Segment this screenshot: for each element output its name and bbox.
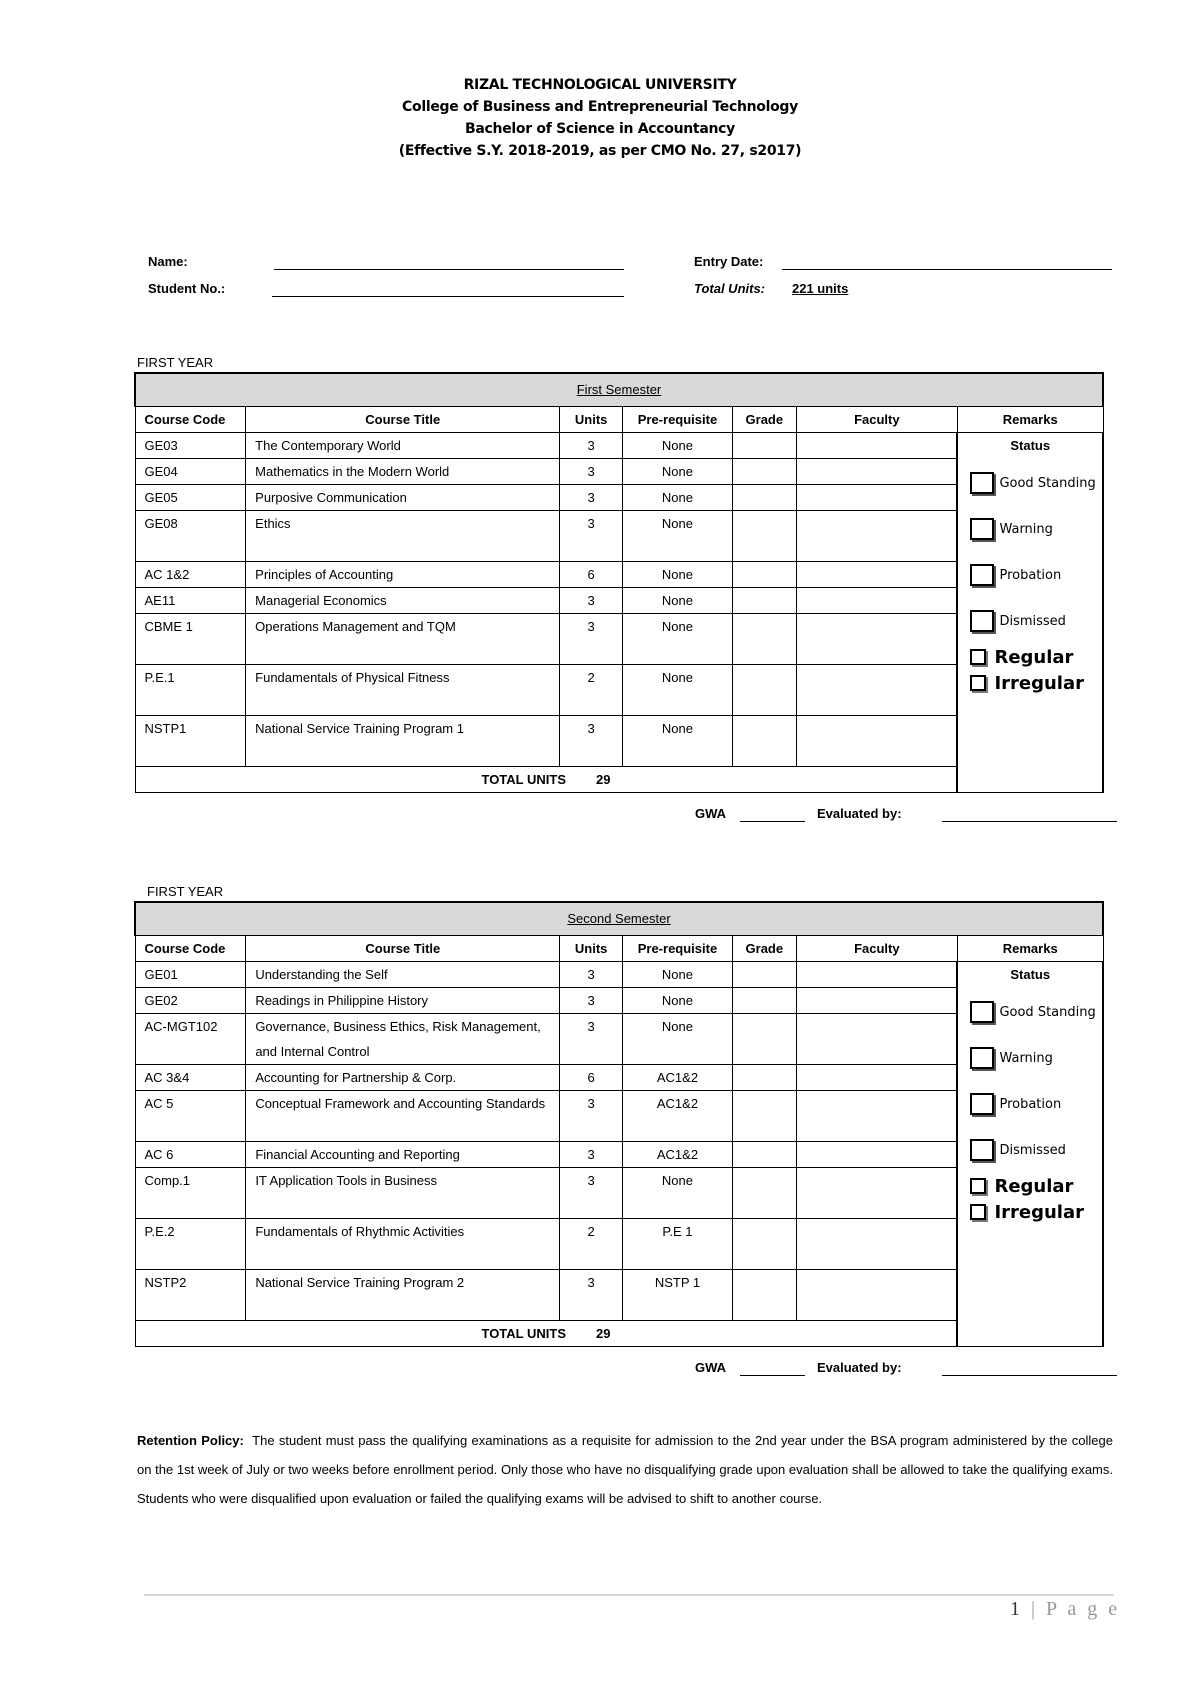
second-semester-table: [134, 901, 1104, 1347]
checkbox-icon[interactable]: [970, 675, 986, 691]
grade-cell[interactable]: [732, 1270, 796, 1321]
faculty-cell[interactable]: [796, 1091, 957, 1142]
units-header: Units: [560, 936, 623, 962]
faculty-cell[interactable]: [796, 1014, 957, 1065]
name-field[interactable]: [274, 269, 624, 270]
status-option-warning[interactable]: Warning: [970, 518, 1102, 540]
checkbox-icon[interactable]: [970, 1139, 994, 1161]
course-code: GE05: [135, 485, 246, 511]
faculty-cell[interactable]: [796, 962, 957, 988]
course-prerequisite: None: [622, 588, 732, 614]
status-option-good-standing[interactable]: Good Standing: [970, 1001, 1102, 1023]
semester-title: Second Semester: [135, 902, 1103, 936]
course-code: AC 3&4: [135, 1065, 246, 1091]
status-option-probation[interactable]: Probation: [970, 1093, 1102, 1115]
course-row: [135, 433, 1103, 459]
faculty-cell[interactable]: [796, 588, 957, 614]
first-semester-table: [134, 372, 1104, 793]
evaluated-by-field-2[interactable]: [942, 1375, 1117, 1376]
course-prerequisite: None: [622, 962, 732, 988]
name-label: Name:: [148, 254, 188, 269]
grade-header: Grade: [732, 936, 796, 962]
grade-cell[interactable]: [732, 588, 796, 614]
total-units-label: TOTAL UNITS: [481, 1326, 566, 1341]
faculty-header: Faculty: [796, 936, 957, 962]
course-code-header: Course Code: [135, 936, 246, 962]
course-title: Fundamentals of Physical Fitness: [246, 665, 560, 716]
remarks-cell: [957, 962, 1103, 1347]
retention-policy: [137, 1426, 1113, 1513]
course-title: Mathematics in the Modern World: [246, 459, 560, 485]
student-no-field[interactable]: [272, 296, 624, 297]
course-code: NSTP1: [135, 716, 246, 767]
course-code: AC 5: [135, 1091, 246, 1142]
course-code-header: Course Code: [135, 407, 246, 433]
checkbox-icon[interactable]: [970, 1001, 994, 1023]
grade-cell[interactable]: [732, 665, 796, 716]
remarks-header: Remarks: [957, 407, 1103, 433]
course-units: 3: [560, 1142, 623, 1168]
faculty-cell[interactable]: [796, 1219, 957, 1270]
course-units: 3: [560, 485, 623, 511]
semester-title: First Semester: [135, 373, 1103, 407]
faculty-header: Faculty: [796, 407, 957, 433]
status-option-probation[interactable]: Probation: [970, 564, 1102, 586]
total-units-label: TOTAL UNITS: [481, 772, 566, 787]
course-units: 2: [560, 1219, 623, 1270]
checkbox-icon[interactable]: [970, 472, 994, 494]
course-title: Readings in Philippine History: [246, 988, 560, 1014]
course-units: 3: [560, 614, 623, 665]
course-prerequisite: None: [622, 665, 732, 716]
prerequisite-header: Pre-requisite: [622, 936, 732, 962]
course-title: National Service Training Program 2: [246, 1270, 560, 1321]
grade-header: Grade: [732, 407, 796, 433]
course-units: 3: [560, 1014, 623, 1065]
course-units: 3: [560, 459, 623, 485]
course-prerequisite: None: [622, 485, 732, 511]
checkbox-icon[interactable]: [970, 518, 994, 540]
grade-cell[interactable]: [732, 485, 796, 511]
type-option-irregular[interactable]: Irregular: [970, 1199, 1102, 1225]
course-title: Conceptual Framework and Accounting Standards: [246, 1091, 560, 1142]
evaluated-by-label-2: Evaluated by:: [817, 1360, 902, 1375]
course-title: The Contemporary World: [246, 433, 560, 459]
university-name: RIZAL TECHNOLOGICAL UNIVERSITY: [463, 77, 737, 93]
retention-policy-label: Retention Policy:: [137, 1433, 244, 1448]
gwa-label-1: GWA: [695, 806, 727, 821]
course-units: 2: [560, 665, 623, 716]
gwa-label-2: GWA: [695, 1360, 727, 1375]
grade-cell[interactable]: [732, 1014, 796, 1065]
course-code: GE08: [135, 511, 246, 562]
grade-cell[interactable]: [732, 511, 796, 562]
evaluated-by-field-1[interactable]: [942, 821, 1117, 822]
course-units: 3: [560, 433, 623, 459]
retention-policy-text: The student must pass the qualifying examinations as a requisite for admission to the 2nd year under the BSA program administered by the college on the 1st week of July or two weeks before enrollment period. Only those who have no disqualifying grade upon evaluation shall be allowed to take the qualifying exams. Students who were disqualified upon evaluation or failed the qualifying exams will be advised to shift to another course.: [137, 1433, 1113, 1506]
gwa-field-2[interactable]: [740, 1375, 805, 1376]
faculty-cell[interactable]: [796, 1142, 957, 1168]
checkbox-icon[interactable]: [970, 610, 994, 632]
total-units-value: 29: [595, 1326, 611, 1341]
faculty-cell[interactable]: [796, 716, 957, 767]
course-prerequisite: NSTP 1: [622, 1270, 732, 1321]
page-number: 1 | P a g e: [1010, 1598, 1121, 1620]
course-prerequisite: None: [622, 562, 732, 588]
course-title: Understanding the Self: [246, 962, 560, 988]
grade-cell[interactable]: [732, 459, 796, 485]
course-code: AC-MGT102: [135, 1014, 246, 1065]
checkbox-icon[interactable]: [970, 649, 986, 665]
footer-divider: [144, 1594, 1114, 1596]
course-prerequisite: AC1&2: [622, 1091, 732, 1142]
prerequisite-header: Pre-requisite: [622, 407, 732, 433]
faculty-cell[interactable]: [796, 1270, 957, 1321]
entry-date-field[interactable]: [782, 269, 1112, 270]
course-units: 3: [560, 1270, 623, 1321]
status-title: Status: [1010, 967, 1051, 982]
course-prerequisite: AC1&2: [622, 1142, 732, 1168]
checkbox-icon[interactable]: [970, 1178, 986, 1194]
student-no-label: Student No.:: [148, 281, 226, 296]
grade-cell[interactable]: [732, 1091, 796, 1142]
course-title: Purposive Communication: [246, 485, 560, 511]
course-title: National Service Training Program 1: [246, 716, 560, 767]
gwa-field-1[interactable]: [740, 821, 805, 822]
course-prerequisite: None: [622, 433, 732, 459]
document-header: [0, 74, 1200, 162]
course-prerequisite: None: [622, 716, 732, 767]
type-option-regular[interactable]: Regular: [970, 644, 1102, 670]
course-units: 6: [560, 562, 623, 588]
grade-cell[interactable]: [732, 614, 796, 665]
course-prerequisite: None: [622, 1168, 732, 1219]
total-units-label: Total Units:: [694, 281, 766, 296]
remarks-header: Remarks: [957, 936, 1103, 962]
type-option-regular[interactable]: Regular: [970, 1173, 1102, 1199]
course-code: NSTP2: [135, 1270, 246, 1321]
course-prerequisite: None: [622, 1014, 732, 1065]
grade-cell[interactable]: [732, 988, 796, 1014]
faculty-cell[interactable]: [796, 1168, 957, 1219]
faculty-cell[interactable]: [796, 485, 957, 511]
course-title: Ethics: [246, 511, 560, 562]
course-title: Managerial Economics: [246, 588, 560, 614]
course-title-header: Course Title: [246, 407, 560, 433]
course-title: Principles of Accounting: [246, 562, 560, 588]
checkbox-icon[interactable]: [970, 564, 994, 586]
faculty-cell[interactable]: [796, 562, 957, 588]
course-code: P.E.2: [135, 1219, 246, 1270]
type-option-irregular[interactable]: Irregular: [970, 670, 1102, 696]
course-title: Operations Management and TQM: [246, 614, 560, 665]
course-title: Accounting for Partnership & Corp.: [246, 1065, 560, 1091]
course-units: 3: [560, 716, 623, 767]
total-units-value: 29: [595, 772, 611, 787]
course-code: Comp.1: [135, 1168, 246, 1219]
year-label-1: FIRST YEAR: [137, 355, 214, 370]
grade-cell[interactable]: [732, 433, 796, 459]
status-option-warning[interactable]: Warning: [970, 1047, 1102, 1069]
course-units: 3: [560, 1168, 623, 1219]
grade-cell[interactable]: [732, 1219, 796, 1270]
evaluated-by-label-1: Evaluated by:: [817, 806, 902, 821]
total-units-value: 221 units: [792, 281, 849, 296]
checkbox-icon[interactable]: [970, 1047, 994, 1069]
course-code: AC 1&2: [135, 562, 246, 588]
faculty-cell[interactable]: [796, 665, 957, 716]
course-prerequisite: None: [622, 511, 732, 562]
course-title-header: Course Title: [246, 936, 560, 962]
faculty-cell[interactable]: [796, 1065, 957, 1091]
status-option-dismissed[interactable]: Dismissed: [970, 1139, 1102, 1161]
course-code: GE01: [135, 962, 246, 988]
course-title: Fundamentals of Rhythmic Activities: [246, 1219, 560, 1270]
course-code: GE02: [135, 988, 246, 1014]
checkbox-icon[interactable]: [970, 1204, 986, 1220]
course-units: 3: [560, 1091, 623, 1142]
course-prerequisite: None: [622, 988, 732, 1014]
course-code: P.E.1: [135, 665, 246, 716]
course-code: AE11: [135, 588, 246, 614]
remarks-cell: [957, 433, 1103, 793]
grade-cell[interactable]: [732, 1168, 796, 1219]
effectivity-note: (Effective S.Y. 2018-2019, as per CMO No. 27, s2017): [398, 143, 802, 159]
year-label-2: FIRST YEAR: [147, 884, 224, 899]
faculty-cell[interactable]: [796, 614, 957, 665]
course-prerequisite: None: [622, 614, 732, 665]
course-units: 3: [560, 988, 623, 1014]
checkbox-icon[interactable]: [970, 1093, 994, 1115]
course-prerequisite: P.E 1: [622, 1219, 732, 1270]
program-name: Bachelor of Science in Accountancy: [465, 121, 735, 137]
grade-cell[interactable]: [732, 562, 796, 588]
entry-date-label: Entry Date:: [694, 254, 764, 269]
course-prerequisite: None: [622, 459, 732, 485]
course-code: AC 6: [135, 1142, 246, 1168]
faculty-cell[interactable]: [796, 511, 957, 562]
course-units: 6: [560, 1065, 623, 1091]
course-row: [135, 962, 1103, 988]
course-title: Governance, Business Ethics, Risk Management, and Internal Control: [246, 1014, 560, 1065]
course-units: 3: [560, 511, 623, 562]
course-code: GE04: [135, 459, 246, 485]
faculty-cell[interactable]: [796, 459, 957, 485]
status-option-dismissed[interactable]: Dismissed: [970, 610, 1102, 632]
course-units: 3: [560, 588, 623, 614]
status-title: Status: [1010, 438, 1051, 453]
status-option-good-standing[interactable]: Good Standing: [970, 472, 1102, 494]
units-header: Units: [560, 407, 623, 433]
college-name: College of Business and Entrepreneurial Technology: [402, 99, 798, 115]
grade-cell[interactable]: [732, 1065, 796, 1091]
faculty-cell[interactable]: [796, 988, 957, 1014]
course-title: IT Application Tools in Business: [246, 1168, 560, 1219]
course-units: 3: [560, 962, 623, 988]
faculty-cell[interactable]: [796, 433, 957, 459]
grade-cell[interactable]: [732, 716, 796, 767]
grade-cell[interactable]: [732, 962, 796, 988]
course-code: GE03: [135, 433, 246, 459]
course-code: CBME 1: [135, 614, 246, 665]
grade-cell[interactable]: [732, 1142, 796, 1168]
course-prerequisite: AC1&2: [622, 1065, 732, 1091]
course-title: Financial Accounting and Reporting: [246, 1142, 560, 1168]
